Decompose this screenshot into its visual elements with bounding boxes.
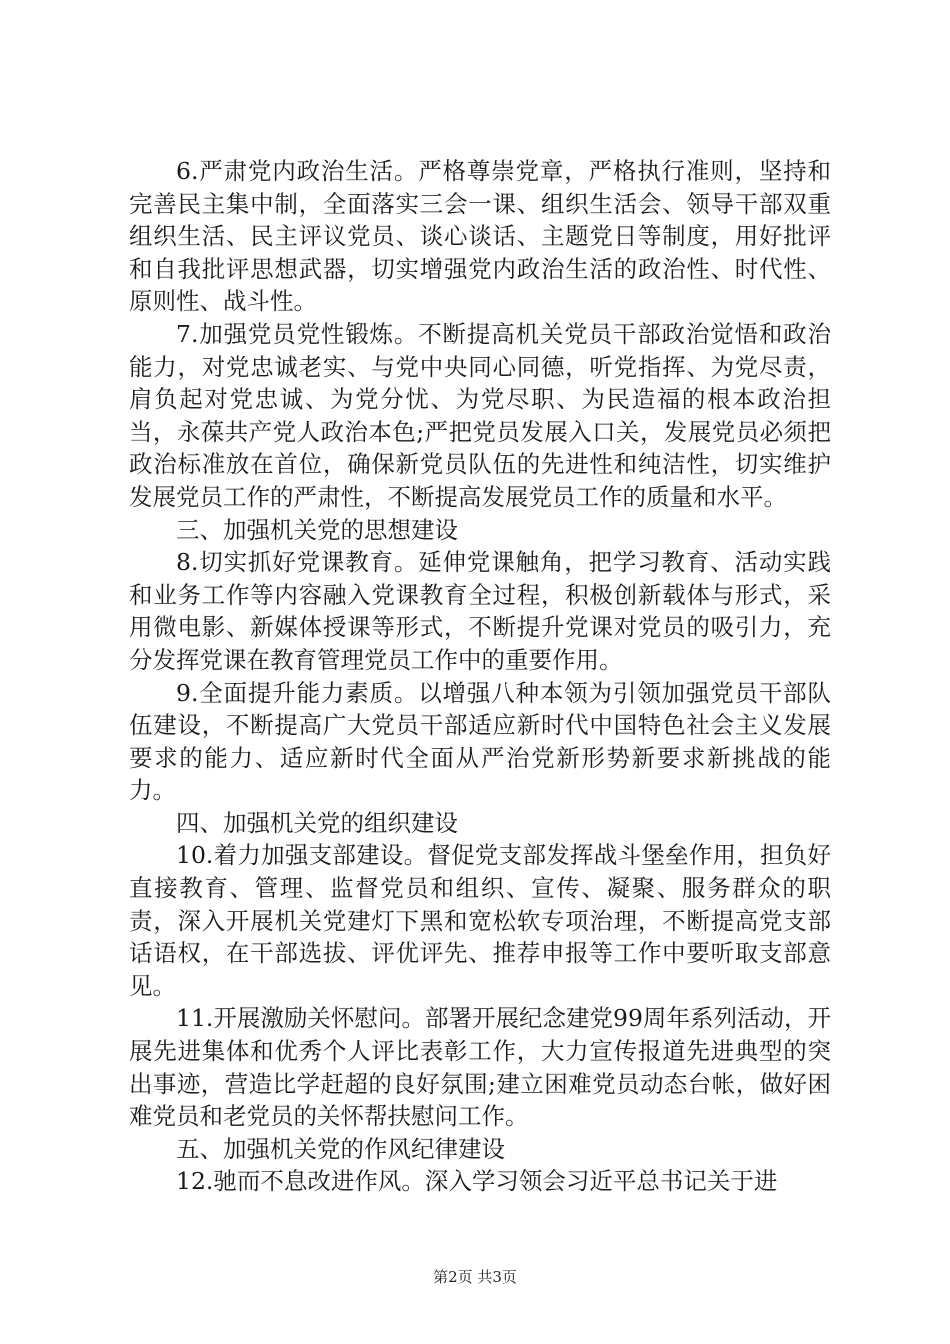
paragraph-item-12: 12.驰而不息改进作风。深入学习领会习近平总书记关于进	[176, 1167, 778, 1196]
section-heading-4: 四、加强机关党的组织建设	[176, 808, 458, 837]
paragraph-item-8: 8.切实抓好党课教育。延伸党课触角，把学习教育、活动实践和业务工作等内容融入党课教育全过程，积极创新载体与形式，采用微电影、新媒体授课等形式，不断提升党课对党员的吸引力，充分发挥党课在教育管理党员工作中的重要作用。	[129, 548, 831, 674]
section-heading-3: 三、加强机关党的思想建设	[176, 515, 458, 544]
section-heading-5: 五、加强机关党的作风纪律建设	[176, 1134, 505, 1163]
page-number-label: 第2页 共3页	[433, 1268, 517, 1286]
paragraph-item-9: 9.全面提升能力素质。以增强八种本领为引领加强党员干部队伍建设，不断提高广大党员干部适应新时代中国特色社会主义发展要求的能力、适应新时代全面从严治党新形势新要求新挑战的能力。	[129, 678, 831, 805]
paragraph-item-11: 11.开展激励关怀慰问。部署开展纪念建党99周年系列活动，开展先进集体和优秀个人评比表彰工作，大力宣传报道先进典型的突出事迹，营造比学赶超的良好氛围;建立困难党员动态台帐，做好困难党员和老党员的关怀帮扶慰问工作。	[129, 1004, 831, 1131]
paragraph-item-7: 7.加强党员党性锻炼。不断提高机关党员干部政治觉悟和政治能力，对党忠诚老实、与党中央同心同德，听党指挥、为党尽责，肩负起对党忠诚、为党分忧、为党尽职、为民造福的根本政治担当，永葆共产党人政治本色;严把党员发展入口关，发展党员必须把政治标准放在首位，确保新党员队伍的先进性和纯洁性，切实维护发展党员工作的严肃性，不断提高发展党员工作的质量和水平。	[129, 319, 831, 511]
paragraph-item-6: 6.严肃党内政治生活。严格尊崇党章，严格执行准则，坚持和完善民主集中制，全面落实三会一课、组织生活会、领导干部双重组织生活、民主评议党员、谈心谈话、主题党日等制度，用好批评和自我批评思想武器，切实增强党内政治生活的政治性、时代性、原则性、战斗性。	[129, 157, 831, 316]
paragraph-item-10: 10.着力加强支部建设。督促党支部发挥战斗堡垒作用，担负好直接教育、管理、监督党员和组织、宣传、凝聚、服务群众的职责，深入开展机关党建灯下黑和宽松软专项治理，不断提高党支部话语权，在干部选拔、评优评先、推荐申报等工作中要听取支部意见。	[129, 841, 831, 1000]
document-body	[129, 155, 831, 1198]
page-footer	[0, 1267, 950, 1287]
